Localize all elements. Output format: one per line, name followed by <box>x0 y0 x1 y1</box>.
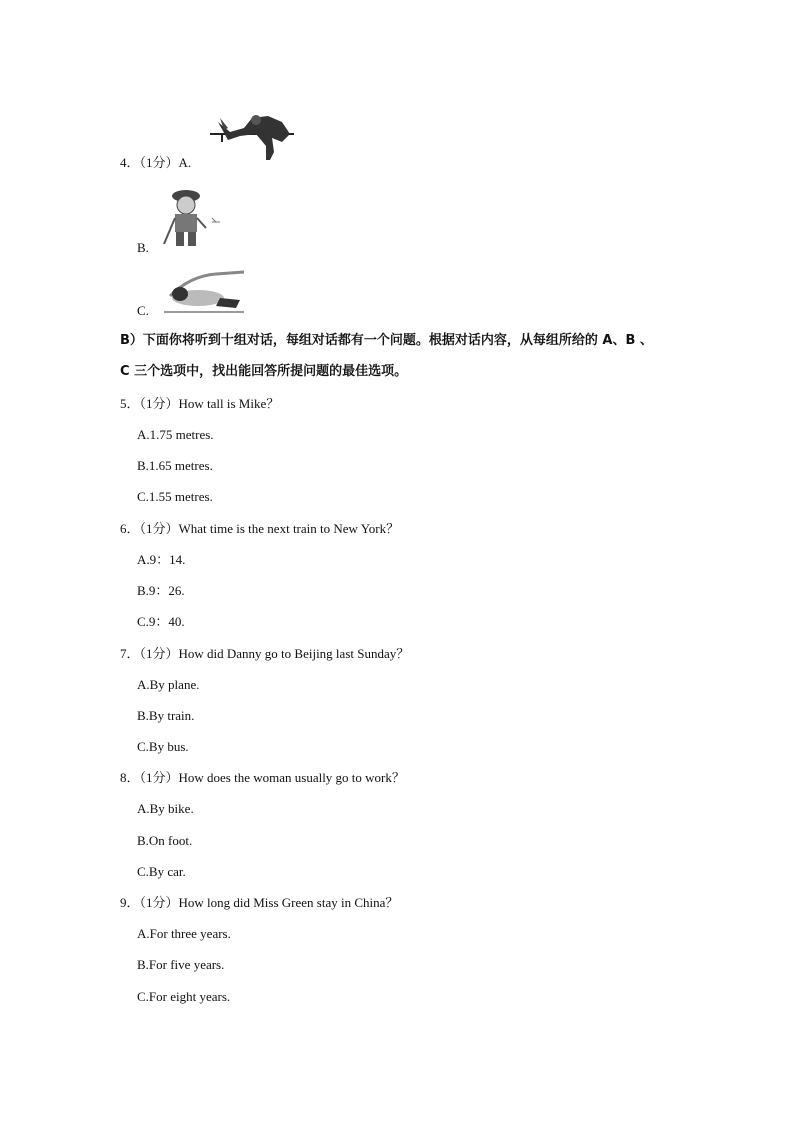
option-a: A.9：14. <box>137 552 186 567</box>
option-c: C.1.55 metres. <box>137 489 213 504</box>
boy-standing-image <box>160 188 224 250</box>
section-b-instruction-line2: C 三个选项中，找出能回答所提问题的最佳选项。 <box>120 364 408 379</box>
option-a: A.By bike. <box>137 801 194 816</box>
option-c: C.9：40. <box>137 614 185 629</box>
q4-option-c-label: C. <box>137 303 149 318</box>
high-jump-image <box>208 112 296 164</box>
option-c: C.By bus. <box>137 739 189 754</box>
option-b: B.9：26. <box>137 583 185 598</box>
option-b: B.1.65 metres. <box>137 458 213 473</box>
option-b: B.By train. <box>137 708 195 723</box>
option-a: A.By plane. <box>137 677 200 692</box>
option-b: B.For five years. <box>137 957 225 972</box>
question-stem: 5．（1分）How tall is Mike？ <box>120 396 280 411</box>
question-stem: 9．（1分）How long did Miss Green stay in China？ <box>120 895 399 910</box>
q4-stem: 4．（1分）A. <box>120 155 192 170</box>
option-a: A.For three years. <box>137 926 231 941</box>
question-stem: 7．（1分）How did Danny go to Beijing last Sunday？ <box>120 646 410 661</box>
option-c: C.By car. <box>137 864 186 879</box>
question-stem: 6．（1分）What time is the next train to New York？ <box>120 521 400 536</box>
option-a: A.1.75 metres. <box>137 427 214 442</box>
option-b: B.On foot. <box>137 833 193 848</box>
option-c: C.For eight years. <box>137 989 231 1004</box>
section-b-instruction-line1: B）下面你将听到十组对话，每组对话都有一个问题。根据对话内容，从每组所给的 A、B 、 <box>120 333 653 348</box>
swimmer-image <box>160 268 246 316</box>
q4-option-b-label: B. <box>137 240 149 255</box>
question-stem: 8．（1分）How does the woman usually go to work？ <box>120 770 405 785</box>
